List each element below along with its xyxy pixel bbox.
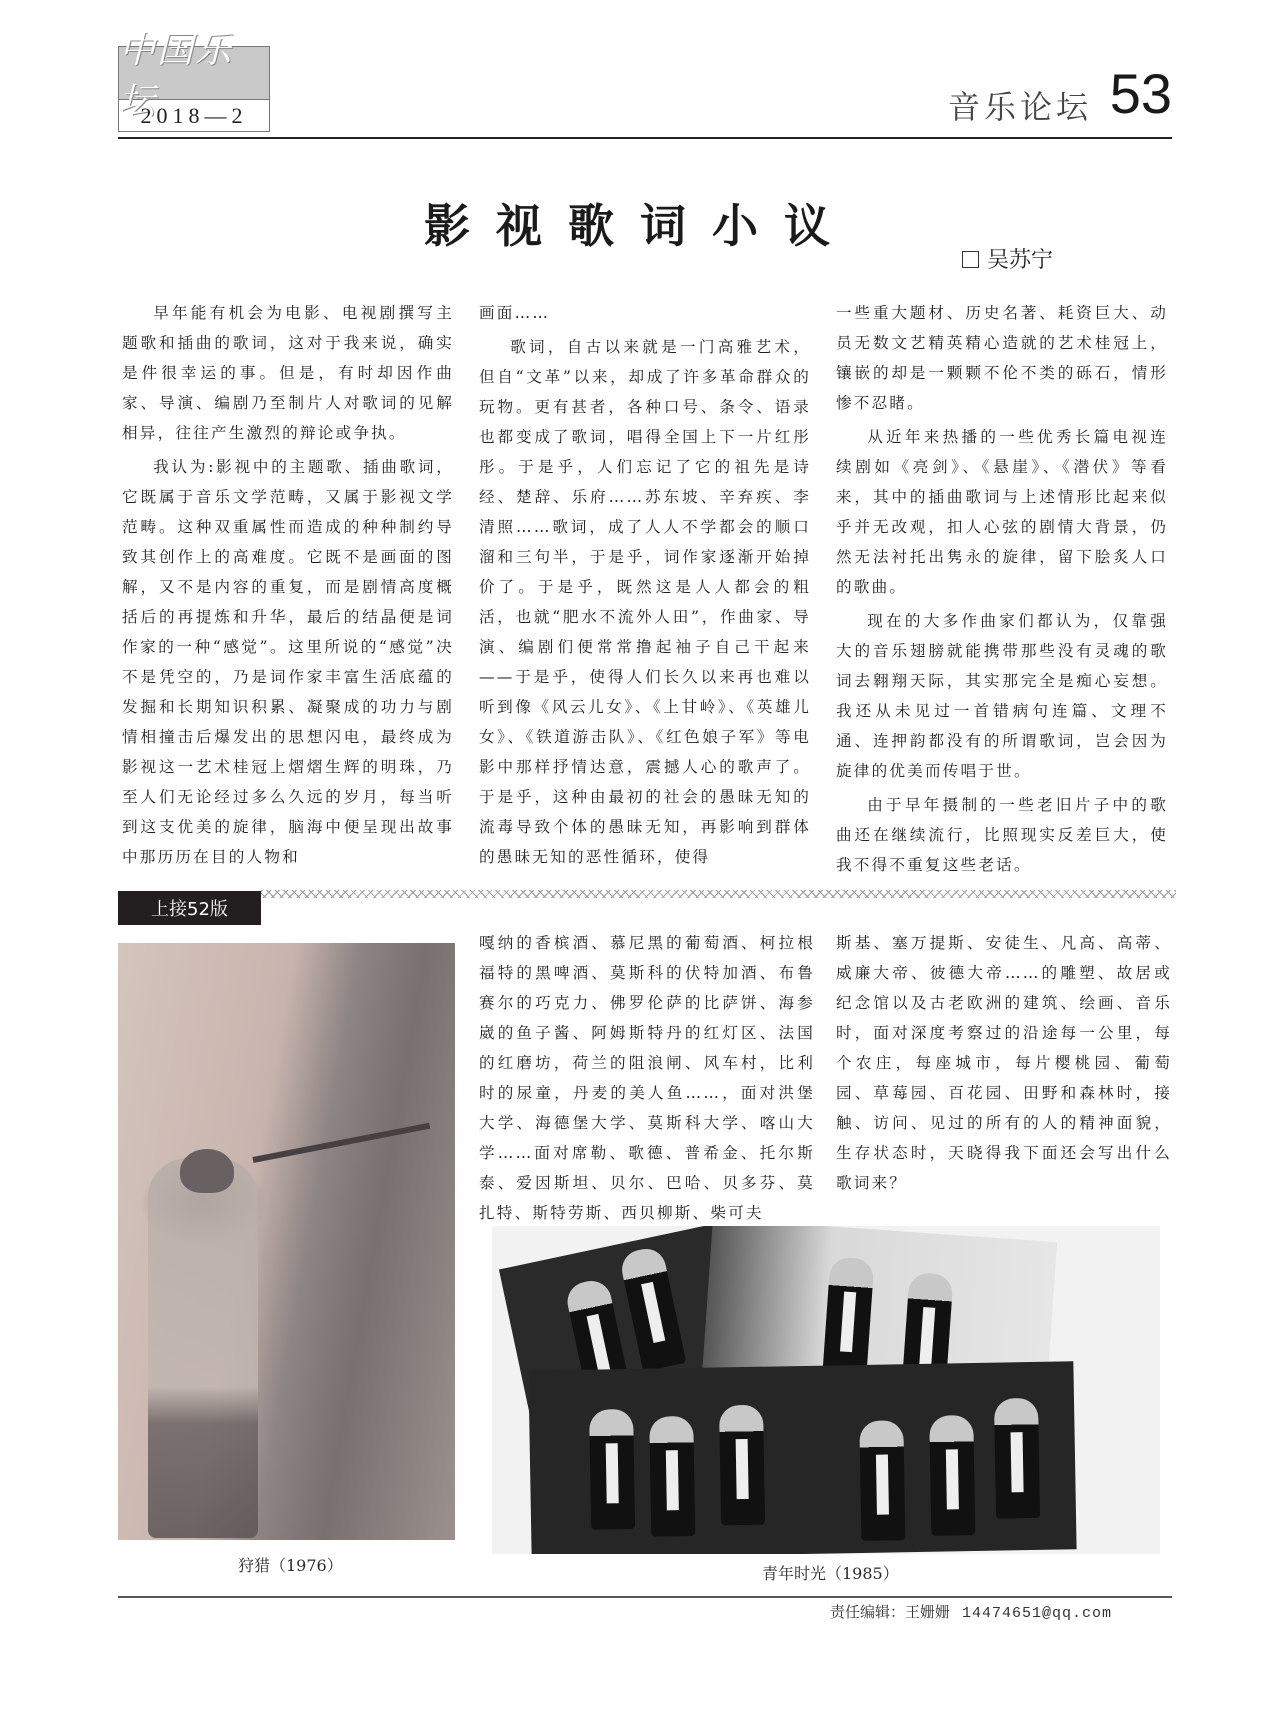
paragraph: 现在的大多作曲家们都认为，仅靠强大的音乐翅膀就能携带那些没有灵魂的歌词去翱翔天际，其实那完全是痴心妄想。我还从未见过一首错病句连篇、文理不通、连押韵都没有的所谓歌词，岂会因为旋律的优美而传唱于世。: [836, 612, 1168, 780]
issue-number: 2018—2: [140, 103, 248, 128]
person: [649, 1416, 695, 1537]
rifle-shape: [252, 1123, 430, 1163]
article-column-2: [479, 298, 811, 876]
paragraph: 嘎纳的香槟酒、慕尼黑的葡萄酒、柯拉根福特的黑啤酒、莫斯科的伏特加酒、布鲁赛尔的巧克力、佛罗伦萨的比萨饼、海参崴的鱼子酱、阿姆斯特丹的红灯区、法国的红磨坊，荷兰的阻浪闸、风车村，比利时的尿童，丹麦的美人鱼……，面对洪堡大学、海德堡大学、莫斯科大学、喀山大学……面对席勒、歌德、普希金、托尔斯泰、爱因斯坦、贝尔、巴哈、贝多芬、莫扎特、斯特劳斯、西贝柳斯、柴可夫: [479, 934, 815, 1222]
hunter-head: [180, 1149, 234, 1193]
person: [929, 1415, 975, 1536]
author-byline: [962, 243, 1053, 274]
photo-caption-youth: 青年时光（1985）: [762, 1564, 899, 1583]
paragraph: 画面……: [479, 304, 551, 322]
photo-caption-hunting: 狩猎（1976）: [238, 1556, 343, 1575]
footer: [830, 1601, 1112, 1622]
continued-from-tag: 上接52版: [118, 891, 261, 925]
square-bullet-icon: [962, 251, 979, 268]
person: [994, 1398, 1040, 1519]
paragraph: 歌词，自古以来就是一门高雅艺术，但自“文革”以来，却成了许多革命群众的玩物。更有甚者，各种口号、条令、语录也都变成了歌词，唱得全国上下一片红彤彤。于是乎，人们忘记了它的祖先是诗经、楚辞、乐府……苏东坡、辛弃疾、李清照……歌词，成了人人不学都会的顺口溜和三句半，于是乎，词作家逐渐开始掉价了。于是乎，既然这是人人都会的粗活，也就“肥水不流外人田”，作曲家、导演、编剧们便常常撸起袖子自己干起来——于是乎，使得人们长久以来再也难以听到像《风云儿女》、《上甘岭》、《英雄儿女》、《铁道游击队》、《红色娘子军》等电影中那样抒情达意，震撼人心的歌声了。于是乎，这种由最初的社会的愚昧无知的流毒导致个体的愚昧无知，再影响到群体的愚昧无知的恶性循环，使得: [479, 338, 811, 866]
person: [719, 1405, 765, 1526]
editor-email: 14474651@qq.com: [962, 1605, 1113, 1622]
photo-hunting: [118, 943, 455, 1540]
masthead-brand: 中国乐坛: [119, 47, 269, 100]
continued-column-1: [479, 928, 815, 1232]
header-divider: [118, 137, 1172, 139]
paragraph: 由于早年摄制的一些老旧片子中的歌曲还在继续流行，比照现实反差巨大，使我不得不重复这些老话。: [836, 796, 1168, 874]
collage-print-3: [528, 1361, 1076, 1554]
hunter-figure: [148, 1158, 258, 1538]
paragraph: 早年能有机会为电影、电视剧撰写主题歌和插曲的歌词，这对于我来说，确实是件很幸运的事。但是，有时却因作曲家、导演、编剧乃至制片人对歌词的见解相异，往往产生激烈的辩论或争执。: [122, 304, 454, 442]
article-column-3: [836, 298, 1168, 884]
paragraph: 我认为:影视中的主题歌、插曲歌词，它既属于音乐文学范畴，又属于影视文学范畴。这种双重属性而造成的种种制约导致其创作上的高难度。它既不是画面的图解，又不是内容的重复，而是剧情高度概括后的再提炼和升华，最后的结晶便是词作家的一种“感觉”。这里所说的“感觉”决不是凭空的，乃是词作家丰富生活底蕴的发掘和长期知识积累、凝聚成的功力与剧情相撞击后爆发出的思想闪电，最终成为影视这一艺术桂冠上熠熠生辉的明珠，乃至人们无论经过多么久远的岁月，每当听到这支优美的旋律，脑海中便呈现出故事中那历历在目的人物和: [122, 458, 454, 866]
article-column-1: [122, 298, 454, 876]
paragraph: 从近年来热播的一些优秀长篇电视连续剧如《亮剑》、《悬崖》、《潜伏》等看来，其中的插曲歌词与上述情形比起来似乎并无改观，扣人心弦的剧情大背景，仍然无法衬托出隽永的旋律，留下脍炙人口的歌曲。: [836, 428, 1168, 596]
continued-column-2: [836, 928, 1172, 1202]
page-number: 53: [1109, 62, 1172, 125]
masthead-logo: [118, 30, 270, 132]
person: [618, 1245, 686, 1372]
article-title: 影视歌词小议: [424, 199, 856, 253]
person: [589, 1409, 635, 1530]
footer-divider: [118, 1596, 1172, 1598]
paragraph: 一些重大题材、历史名著、耗资巨大、动员无数文艺精英精心造就的艺术桂冠上，镶嵌的却是一颗颗不伦不类的砾石，情形惨不忍睹。: [836, 304, 1168, 412]
person: [859, 1420, 905, 1541]
photo-youth-collage: [492, 1226, 1160, 1554]
author-name: 吴苏宁: [987, 248, 1054, 273]
section-label: 音乐论坛: [947, 88, 1092, 126]
decorative-chain-divider: [261, 890, 1176, 898]
paragraph: 斯基、塞万提斯、安徒生、凡高、高蒂、威廉大帝、彼德大帝……的雕塑、故居或纪念馆以及古老欧洲的建筑、绘画、音乐时，面对深度考察过的沿途每一公里，每个农庄，每座城市，每片樱桃园、葡萄园、草莓园、百花园、田野和森林时，接触、访问、见过的所有的人的精神面貌，生存状态时，天晓得我下面还会写出什么歌词来？: [836, 934, 1172, 1192]
editor-credit: 责任编辑：王姗姗: [830, 1603, 951, 1621]
